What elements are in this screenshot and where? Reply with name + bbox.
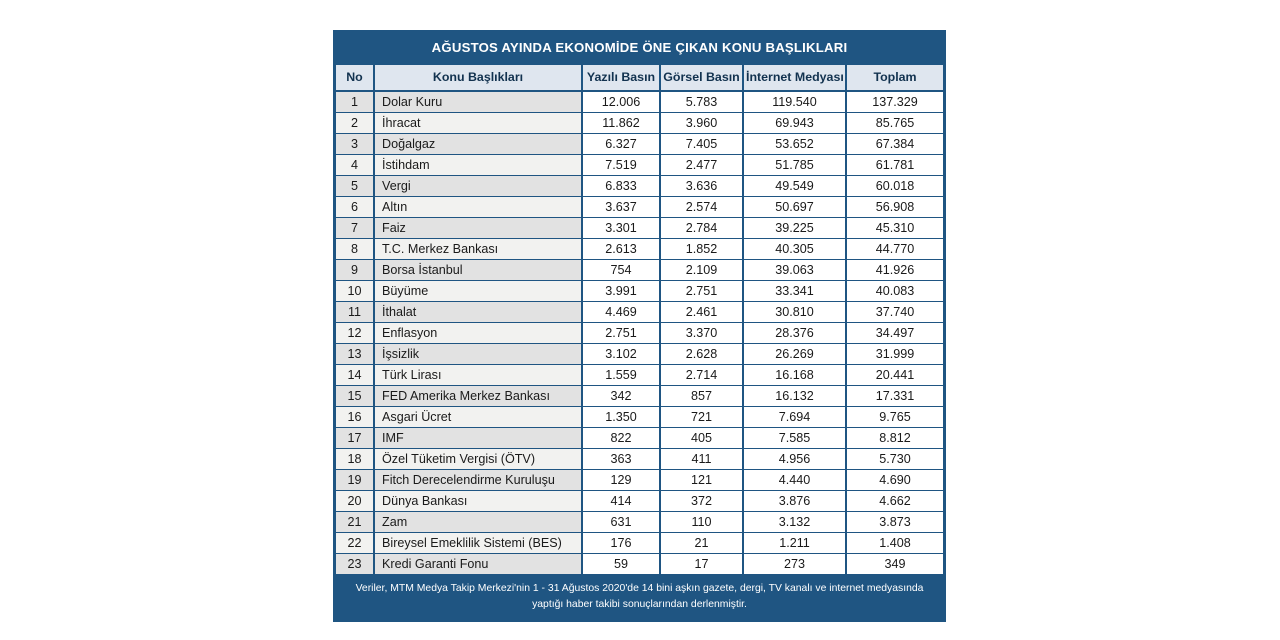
cell-internet: 4.440 <box>743 470 846 491</box>
cell-topic: IMF <box>374 428 582 449</box>
table-row <box>336 197 943 218</box>
table-row <box>336 491 943 512</box>
cell-yazili: 2.613 <box>582 239 660 260</box>
cell-yazili: 2.751 <box>582 323 660 344</box>
report-table <box>336 33 943 619</box>
cell-gorsel: 3.636 <box>660 176 743 197</box>
cell-internet: 39.225 <box>743 218 846 239</box>
cell-no: 12 <box>336 323 374 344</box>
cell-internet: 1.211 <box>743 533 846 554</box>
cell-internet: 39.063 <box>743 260 846 281</box>
cell-topic: Dolar Kuru <box>374 91 582 113</box>
report-table-container <box>333 30 946 622</box>
table-row <box>336 344 943 365</box>
cell-toplam: 349 <box>846 554 943 576</box>
column-header-gorsel: Görsel Basın <box>660 64 743 91</box>
cell-yazili: 3.301 <box>582 218 660 239</box>
cell-internet: 16.132 <box>743 386 846 407</box>
cell-gorsel: 405 <box>660 428 743 449</box>
cell-gorsel: 2.109 <box>660 260 743 281</box>
table-row <box>336 428 943 449</box>
cell-yazili: 1.350 <box>582 407 660 428</box>
cell-gorsel: 110 <box>660 512 743 533</box>
cell-no: 4 <box>336 155 374 176</box>
cell-yazili: 176 <box>582 533 660 554</box>
cell-no: 21 <box>336 512 374 533</box>
table-row <box>336 386 943 407</box>
cell-toplam: 4.690 <box>846 470 943 491</box>
cell-yazili: 3.102 <box>582 344 660 365</box>
table-row <box>336 512 943 533</box>
cell-yazili: 12.006 <box>582 91 660 113</box>
table-row <box>336 323 943 344</box>
cell-internet: 49.549 <box>743 176 846 197</box>
table-title: AĞUSTOS AYINDA EKONOMİDE ÖNE ÇIKAN KONU BAŞLIKLARI <box>336 33 943 64</box>
cell-topic: Bireysel Emeklilik Sistemi (BES) <box>374 533 582 554</box>
table-row <box>336 449 943 470</box>
cell-internet: 40.305 <box>743 239 846 260</box>
cell-topic: İstihdam <box>374 155 582 176</box>
table-row <box>336 470 943 491</box>
cell-toplam: 67.384 <box>846 134 943 155</box>
cell-gorsel: 372 <box>660 491 743 512</box>
cell-topic: Asgari Ücret <box>374 407 582 428</box>
cell-gorsel: 7.405 <box>660 134 743 155</box>
cell-internet: 50.697 <box>743 197 846 218</box>
cell-no: 10 <box>336 281 374 302</box>
table-row <box>336 281 943 302</box>
cell-topic: Faiz <box>374 218 582 239</box>
cell-yazili: 3.637 <box>582 197 660 218</box>
cell-internet: 7.694 <box>743 407 846 428</box>
cell-no: 23 <box>336 554 374 576</box>
cell-no: 17 <box>336 428 374 449</box>
cell-gorsel: 3.370 <box>660 323 743 344</box>
cell-internet: 3.876 <box>743 491 846 512</box>
cell-topic: Doğalgaz <box>374 134 582 155</box>
cell-gorsel: 2.477 <box>660 155 743 176</box>
table-row <box>336 239 943 260</box>
cell-topic: Büyüme <box>374 281 582 302</box>
cell-gorsel: 2.574 <box>660 197 743 218</box>
footnote-text: Veriler, MTM Medya Takip Merkezi'nin 1 - 31 Ağustos 2020'de 14 bini aşkın gazete, dergi, TV kanalı ve internet medyasında yaptığı haber takibi sonuçlarından derlenmiştir. <box>336 575 943 619</box>
cell-topic: Altın <box>374 197 582 218</box>
cell-no: 9 <box>336 260 374 281</box>
cell-internet: 30.810 <box>743 302 846 323</box>
cell-gorsel: 121 <box>660 470 743 491</box>
table-body <box>336 91 943 575</box>
cell-internet: 51.785 <box>743 155 846 176</box>
cell-yazili: 6.327 <box>582 134 660 155</box>
cell-toplam: 9.765 <box>846 407 943 428</box>
cell-toplam: 31.999 <box>846 344 943 365</box>
cell-no: 7 <box>336 218 374 239</box>
column-header-yazili: Yazılı Basın <box>582 64 660 91</box>
cell-internet: 33.341 <box>743 281 846 302</box>
cell-topic: Enflasyon <box>374 323 582 344</box>
cell-internet: 4.956 <box>743 449 846 470</box>
footnote-row <box>336 575 943 619</box>
cell-gorsel: 3.960 <box>660 113 743 134</box>
cell-gorsel: 2.628 <box>660 344 743 365</box>
cell-no: 18 <box>336 449 374 470</box>
cell-gorsel: 2.751 <box>660 281 743 302</box>
cell-yazili: 1.559 <box>582 365 660 386</box>
cell-gorsel: 721 <box>660 407 743 428</box>
cell-internet: 26.269 <box>743 344 846 365</box>
table-row <box>336 554 943 576</box>
cell-yazili: 7.519 <box>582 155 660 176</box>
cell-yazili: 822 <box>582 428 660 449</box>
table-header <box>336 33 943 91</box>
table-row <box>336 176 943 197</box>
cell-yazili: 59 <box>582 554 660 576</box>
cell-topic: Dünya Bankası <box>374 491 582 512</box>
cell-gorsel: 2.784 <box>660 218 743 239</box>
cell-no: 20 <box>336 491 374 512</box>
cell-no: 2 <box>336 113 374 134</box>
cell-topic: FED Amerika Merkez Bankası <box>374 386 582 407</box>
cell-toplam: 34.497 <box>846 323 943 344</box>
cell-toplam: 1.408 <box>846 533 943 554</box>
cell-toplam: 3.873 <box>846 512 943 533</box>
cell-yazili: 414 <box>582 491 660 512</box>
cell-internet: 69.943 <box>743 113 846 134</box>
table-row <box>336 113 943 134</box>
cell-no: 11 <box>336 302 374 323</box>
column-header-row <box>336 64 943 91</box>
cell-topic: Türk Lirası <box>374 365 582 386</box>
cell-topic: T.C. Merkez Bankası <box>374 239 582 260</box>
cell-yazili: 3.991 <box>582 281 660 302</box>
cell-topic: İhracat <box>374 113 582 134</box>
column-header-no: No <box>336 64 374 91</box>
column-header-topic: Konu Başlıkları <box>374 64 582 91</box>
cell-toplam: 60.018 <box>846 176 943 197</box>
cell-no: 14 <box>336 365 374 386</box>
table-row <box>336 407 943 428</box>
cell-topic: İthalat <box>374 302 582 323</box>
cell-yazili: 754 <box>582 260 660 281</box>
table-footer <box>336 575 943 619</box>
cell-toplam: 17.331 <box>846 386 943 407</box>
cell-no: 6 <box>336 197 374 218</box>
cell-gorsel: 17 <box>660 554 743 576</box>
cell-internet: 3.132 <box>743 512 846 533</box>
cell-internet: 7.585 <box>743 428 846 449</box>
cell-toplam: 56.908 <box>846 197 943 218</box>
table-row <box>336 155 943 176</box>
cell-no: 5 <box>336 176 374 197</box>
cell-toplam: 85.765 <box>846 113 943 134</box>
cell-yazili: 11.862 <box>582 113 660 134</box>
cell-no: 3 <box>336 134 374 155</box>
cell-internet: 16.168 <box>743 365 846 386</box>
cell-yazili: 363 <box>582 449 660 470</box>
cell-internet: 273 <box>743 554 846 576</box>
cell-no: 19 <box>336 470 374 491</box>
cell-toplam: 20.441 <box>846 365 943 386</box>
cell-toplam: 40.083 <box>846 281 943 302</box>
cell-yazili: 129 <box>582 470 660 491</box>
cell-toplam: 45.310 <box>846 218 943 239</box>
cell-no: 22 <box>336 533 374 554</box>
cell-gorsel: 5.783 <box>660 91 743 113</box>
cell-gorsel: 2.461 <box>660 302 743 323</box>
cell-yazili: 342 <box>582 386 660 407</box>
cell-toplam: 41.926 <box>846 260 943 281</box>
cell-toplam: 137.329 <box>846 91 943 113</box>
cell-gorsel: 411 <box>660 449 743 470</box>
cell-toplam: 44.770 <box>846 239 943 260</box>
cell-gorsel: 21 <box>660 533 743 554</box>
table-row <box>336 260 943 281</box>
cell-toplam: 8.812 <box>846 428 943 449</box>
cell-gorsel: 2.714 <box>660 365 743 386</box>
cell-no: 16 <box>336 407 374 428</box>
cell-toplam: 5.730 <box>846 449 943 470</box>
cell-topic: Borsa İstanbul <box>374 260 582 281</box>
table-row <box>336 134 943 155</box>
cell-gorsel: 857 <box>660 386 743 407</box>
cell-topic: Kredi Garanti Fonu <box>374 554 582 576</box>
table-row <box>336 365 943 386</box>
cell-topic: Özel Tüketim Vergisi (ÖTV) <box>374 449 582 470</box>
column-header-internet: İnternet Medyası <box>743 64 846 91</box>
cell-yazili: 4.469 <box>582 302 660 323</box>
cell-no: 8 <box>336 239 374 260</box>
cell-no: 15 <box>336 386 374 407</box>
cell-topic: Zam <box>374 512 582 533</box>
cell-toplam: 61.781 <box>846 155 943 176</box>
cell-no: 13 <box>336 344 374 365</box>
cell-topic: Fitch Derecelendirme Kuruluşu <box>374 470 582 491</box>
cell-toplam: 37.740 <box>846 302 943 323</box>
table-row <box>336 533 943 554</box>
cell-topic: İşsizlik <box>374 344 582 365</box>
column-header-toplam: Toplam <box>846 64 943 91</box>
table-row <box>336 302 943 323</box>
cell-internet: 53.652 <box>743 134 846 155</box>
title-row <box>336 33 943 64</box>
table-row <box>336 91 943 113</box>
cell-gorsel: 1.852 <box>660 239 743 260</box>
cell-no: 1 <box>336 91 374 113</box>
cell-internet: 28.376 <box>743 323 846 344</box>
cell-topic: Vergi <box>374 176 582 197</box>
cell-yazili: 631 <box>582 512 660 533</box>
cell-internet: 119.540 <box>743 91 846 113</box>
cell-toplam: 4.662 <box>846 491 943 512</box>
cell-yazili: 6.833 <box>582 176 660 197</box>
table-row <box>336 218 943 239</box>
